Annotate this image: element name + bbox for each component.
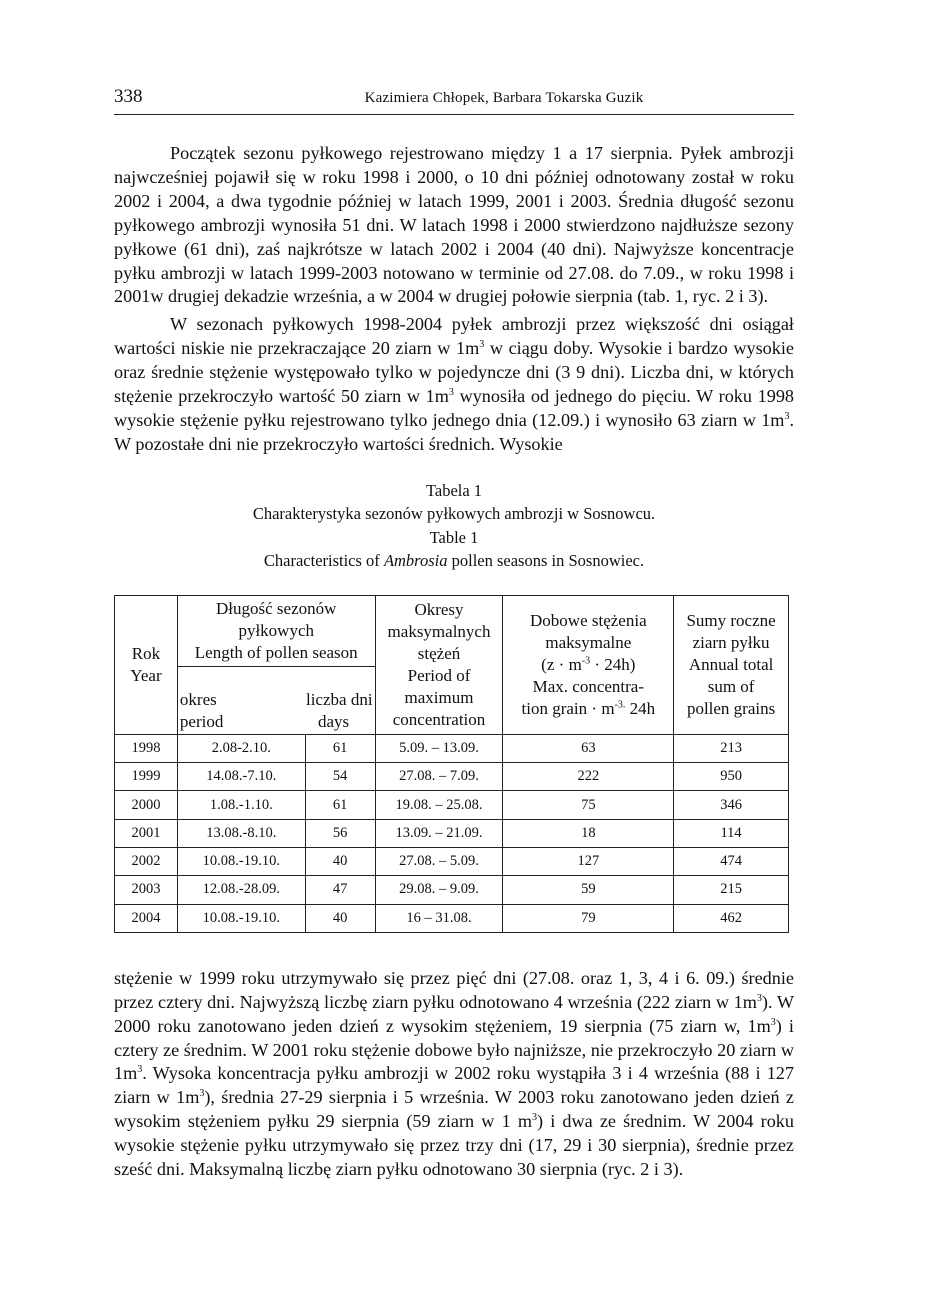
superscript: 3	[770, 1016, 776, 1028]
cell-max-conc: 59	[503, 876, 674, 904]
cell-annual: 950	[674, 763, 789, 791]
header-period-days	[177, 666, 375, 734]
header-season-length: Długość sezonów pyłkowych Length of pollen season	[177, 595, 375, 666]
cell-days: 40	[305, 904, 375, 932]
cell-period: 14.08.-7.10.	[177, 763, 305, 791]
caption-pl-title: Charakterystyka sezonów pyłkowych ambrozji w Sosnowcu.	[252, 504, 656, 524]
running-header	[114, 86, 794, 115]
cell-days: 54	[305, 763, 375, 791]
table-row	[115, 734, 789, 762]
superscript: 3	[479, 339, 485, 351]
superscript: 3	[531, 1112, 537, 1124]
cell-days: 61	[305, 791, 375, 819]
pollen-season-table	[114, 595, 789, 933]
body-text	[114, 142, 794, 457]
cell-period: 2.08-2.10.	[177, 734, 305, 762]
page-number: 338	[114, 86, 143, 107]
cell-period: 10.08.-19.10.	[177, 847, 305, 875]
superscript: 3	[448, 387, 454, 398]
superscript: 3	[199, 1088, 205, 1100]
header-daily-max: Dobowe stężenia maksymalne $(z \cdot m^{-3} \cdot 24h)$ Max. concentra- tion grain · $m^{-3.}$ 24h	[503, 595, 674, 734]
cell-max-conc: 75	[503, 791, 674, 819]
table-row	[115, 763, 789, 791]
table-row	[115, 819, 789, 847]
cell-period: 1.08.-1.10.	[177, 791, 305, 819]
header-annual-total: Sumy roczne ziarn pyłku Annual total sum of pollen grains	[674, 595, 789, 734]
cell-max-period: 19.08. – 25.08.	[375, 791, 503, 819]
cell-max-conc: 222	[503, 763, 674, 791]
cell-annual: 474	[674, 847, 789, 875]
paragraph-1: Początek sezonu pyłkowego rejestrowano między 1 a 17 sierpnia. Pyłek ambrozji najwcześniej pojawił się w roku 1998 i 2000, o 10 dni później odnotowany został w roku 2002 i 2004, a dwa tygodnie później w latach 1999, 2001 i 2003. Średnia długość sezonu pyłkowego ambrozji wynosiła 51 dni. W latach 1998 i 2000 stwierdzono najdłuższe sezony pyłkowe (61 dni), zaś najkrótsze w latach 2002 i 2004 (40 dni). Najwyższe koncentracje pyłku ambrozji w latach 1999-2003 notowano w terminie od 27.08. do 7.09., w roku 1998 i 2001w drugiej dekadzie września, a w 2004 w drugiej połowie sierpnia (tab. 1, ryc. 2 i 3).	[114, 143, 794, 307]
table-body	[115, 734, 789, 932]
table-caption	[114, 479, 794, 573]
table-row	[115, 904, 789, 932]
cell-year: 2003	[115, 876, 178, 904]
superscript: 3	[137, 1064, 143, 1076]
cell-year: 2000	[115, 791, 178, 819]
cell-max-period: 27.08. – 5.09.	[375, 847, 503, 875]
cell-max-conc: 127	[503, 847, 674, 875]
cell-max-period: 29.08. – 9.09.	[375, 876, 503, 904]
cell-max-period: 13.09. – 21.09.	[375, 819, 503, 847]
caption-pl-label: Tabela 1	[425, 480, 483, 500]
header-days: liczba dni days	[305, 689, 373, 731]
cell-days: 56	[305, 819, 375, 847]
cell-max-conc: 18	[503, 819, 674, 847]
cell-period: 13.08.-8.10.	[177, 819, 305, 847]
cell-max-conc: 79	[503, 904, 674, 932]
cell-days: 61	[305, 734, 375, 762]
cell-max-period: 5.09. – 13.09.	[375, 734, 503, 762]
cell-year: 2001	[115, 819, 178, 847]
cell-annual: 215	[674, 876, 789, 904]
page	[114, 86, 794, 1182]
running-head-authors: Kazimiera Chłopek, Barbara Tokarska Guzik	[364, 90, 644, 106]
caption-en-label: Table 1	[429, 527, 479, 547]
cell-days: 47	[305, 876, 375, 904]
body-text-continued	[114, 967, 794, 1182]
paragraph-3: stężenie w 1999 roku utrzymywało się przez pięć dni (27.08. oraz 1, 3, 4 i 6. 09.) średnie przez cztery dni. Najwyższą liczbę ziarn pyłku odnotowano 4 września (222 ziarn w $1m^3$). W 2000 roku zanotowano jeden dzień z wysokim stężeniem, 19 sierpnia (75 ziarn w, $1m^3$) i cztery ze średnim. W 2001 roku stężenie dobowe było najniższe, nie przekroczyło 20 ziarn w $1m^3$. Wysoka koncentracja pyłku ambrozji w 2002 roku wystąpiła 3 i 4 września (88 i 127 ziarn w $1m^3$), średnia 27-29 sierpnia i 5 września. W 2003 roku zanotowano jeden dzień z wysokim stężeniem pyłku 29 sierpnia (59 ziarn w 1 $m^3$) i dwa ze średnim. W 2004 roku wysokie stężenie pyłku utrzymywało się przez trzy dni (17, 29 i 30 sierpnia), średnie przez sześć dni. Maksymalną liczbę ziarn pyłku odnotowano 30 sierpnia (ryc. 2 i 3).	[114, 967, 794, 1180]
cell-annual: 346	[674, 791, 789, 819]
table-row	[115, 847, 789, 875]
cell-max-period: 27.08. – 7.09.	[375, 763, 503, 791]
cell-period: 12.08.-28.09.	[177, 876, 305, 904]
cell-period: 10.08.-19.10.	[177, 904, 305, 932]
superscript: 3	[784, 410, 790, 422]
cell-year: 2002	[115, 847, 178, 875]
header-year: Rok Year	[115, 595, 178, 734]
cell-year: 1998	[115, 734, 178, 762]
cell-max-period: 16 – 31.08.	[375, 904, 503, 932]
superscript: 3	[756, 992, 762, 1004]
header-period: okres period	[179, 689, 224, 731]
cell-days: 40	[305, 847, 375, 875]
header-max-period: Okresy maksymalnych stężeń Period of maximum concentration	[375, 595, 503, 734]
paragraph-2: W sezonach pyłkowych 1998-2004 pyłek ambrozji przez większość dni osiągał wartości niskie nie przekraczające 20 ziarn w $1m^3$ w ciągu doby. Wysokie i bardzo wysokie oraz średnie stężenie występowało tylko w pojedyncze dni (3 9 dni). Liczba dni, w których stężenie przekroczyło wartość 50 ziarn w $1m^3$ wynosiła od jednego do pięciu. W roku 1998 wysokie stężenie pyłku rejestrowano tylko jednego dnia (12.09.) i wynosiło 63 ziarn w $1m^3$. W pozostałe dni nie przekroczyło wartości średnich. Wysokie	[114, 314, 795, 454]
table-row	[115, 876, 789, 904]
cell-max-conc: 63	[503, 734, 674, 762]
cell-annual: 213	[674, 734, 789, 762]
table-row	[115, 791, 789, 819]
cell-annual: 462	[674, 904, 789, 932]
cell-year: 1999	[115, 763, 178, 791]
cell-year: 2004	[115, 904, 178, 932]
cell-annual: 114	[674, 819, 789, 847]
caption-en-title: Characteristics of Ambrosia pollen seasons in Sosnowiec.	[263, 551, 645, 571]
